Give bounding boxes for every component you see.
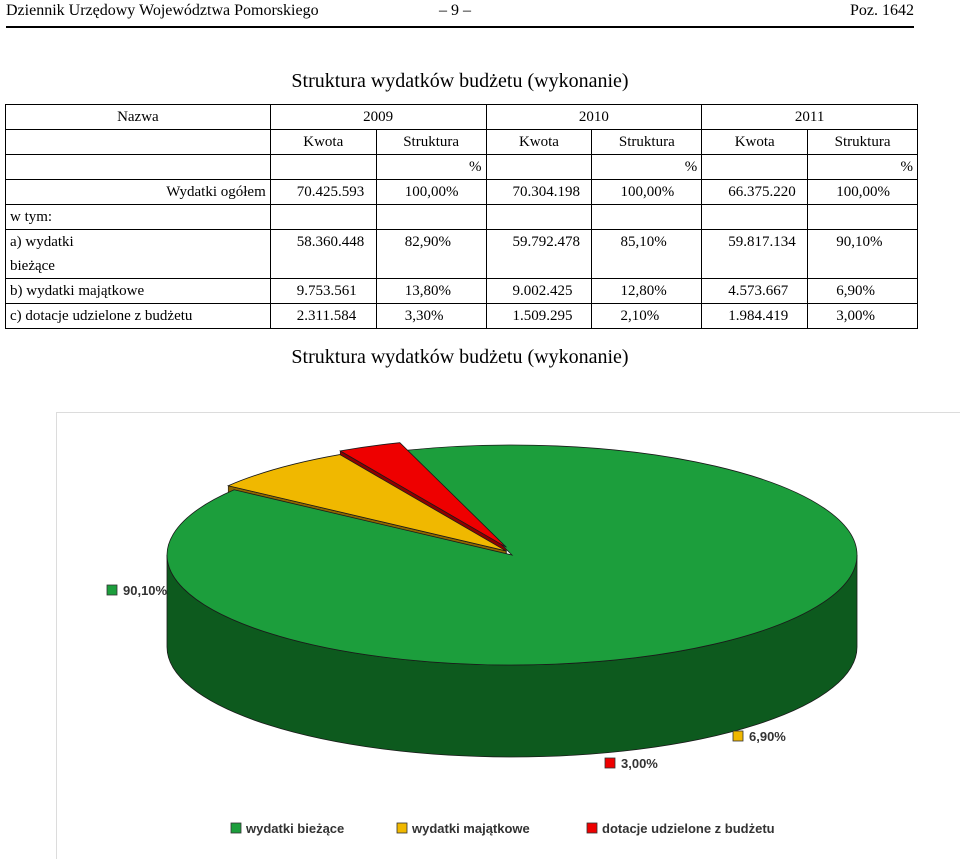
empty-cell	[6, 155, 271, 180]
col-header-name: Nazwa	[6, 105, 271, 130]
data-label-0: 90,10%	[123, 583, 168, 598]
cell-value: 13,80%	[376, 279, 486, 304]
table-row	[6, 304, 918, 329]
empty-cell	[6, 130, 271, 155]
cell-value: 6,90%	[808, 279, 918, 304]
sub-struktura: Struktura	[808, 130, 918, 155]
pct-unit: %	[376, 155, 486, 180]
sub-kwota: Kwota	[270, 130, 376, 155]
cell-value: 100,00%	[592, 180, 702, 205]
year-2011: 2011	[702, 105, 918, 130]
cell-value: 2,10%	[592, 304, 702, 329]
pie-chart	[57, 413, 960, 859]
row-name: w tym:	[6, 205, 271, 230]
cell-value: 100,00%	[808, 180, 918, 205]
sub-kwota: Kwota	[702, 130, 808, 155]
page-number: – 9 –	[439, 2, 471, 19]
cell-value: 12,80%	[592, 279, 702, 304]
row-name-continued: bieżące	[6, 254, 271, 279]
cell-value: 1.984.419	[702, 304, 808, 329]
row-name: a) wydatki	[6, 230, 271, 255]
year-2010: 2010	[486, 105, 702, 130]
table-title: Struktura wydatków budżetu (wykonanie)	[291, 70, 629, 92]
expenditure-table	[5, 104, 918, 329]
data-label-2: 3,00%	[621, 756, 658, 771]
legend-entry-0: wydatki bieżące	[246, 821, 345, 836]
legend-swatch-0	[231, 823, 241, 833]
table-row	[6, 230, 918, 255]
row-name: b) wydatki majątkowe	[6, 279, 271, 304]
cell-value: 59.792.478	[486, 230, 592, 255]
year-2009: 2009	[270, 105, 486, 130]
pct-unit: %	[808, 155, 918, 180]
cell-value: 82,90%	[376, 230, 486, 255]
legend-swatch-1	[397, 823, 407, 833]
cell-value: 66.375.220	[702, 180, 808, 205]
data-label-swatch-2	[605, 758, 615, 768]
row-name: Wydatki ogółem	[6, 180, 271, 205]
legend-entry-1: wydatki majątkowe	[412, 821, 530, 836]
cell-value: 85,10%	[592, 230, 702, 255]
cell-value: 70.425.593	[270, 180, 376, 205]
sub-kwota: Kwota	[486, 130, 592, 155]
cell-value: 3,30%	[376, 304, 486, 329]
table-row-continuation	[6, 254, 918, 279]
empty-cell	[270, 155, 376, 180]
cell-value: 58.360.448	[270, 230, 376, 255]
legend-swatch-2	[587, 823, 597, 833]
pie-chart-area	[56, 412, 960, 859]
cell-value: 3,00%	[808, 304, 918, 329]
cell-value: 70.304.198	[486, 180, 592, 205]
cell-value: 9.002.425	[486, 279, 592, 304]
legend-entry-2: dotacje udzielone z budżetu	[602, 821, 775, 836]
table-row	[6, 205, 918, 230]
cell-value: 9.753.561	[270, 279, 376, 304]
cell-value: 1.509.295	[486, 304, 592, 329]
chart-title: Struktura wydatków budżetu (wykonanie)	[291, 346, 629, 368]
data-label-swatch-0	[107, 585, 117, 595]
cell-value: 4.573.667	[702, 279, 808, 304]
data-label-1: 6,90%	[749, 729, 786, 744]
journal-name: Dziennik Urzędowy Województwa Pomorskiego	[6, 2, 319, 19]
row-name: c) dotacje udzielone z budżetu	[6, 304, 271, 329]
page-header	[6, 0, 914, 28]
position-number: Poz. 1642	[850, 2, 914, 19]
cell-value: 59.817.134	[702, 230, 808, 255]
table-row	[6, 279, 918, 304]
pct-unit: %	[592, 155, 702, 180]
empty-cell	[702, 155, 808, 180]
data-label-swatch-1	[733, 731, 743, 741]
empty-cell	[486, 155, 592, 180]
sub-struktura: Struktura	[592, 130, 702, 155]
table-row	[6, 180, 918, 205]
sub-struktura: Struktura	[376, 130, 486, 155]
cell-value: 2.311.584	[270, 304, 376, 329]
cell-value: 100,00%	[376, 180, 486, 205]
cell-value: 90,10%	[808, 230, 918, 255]
